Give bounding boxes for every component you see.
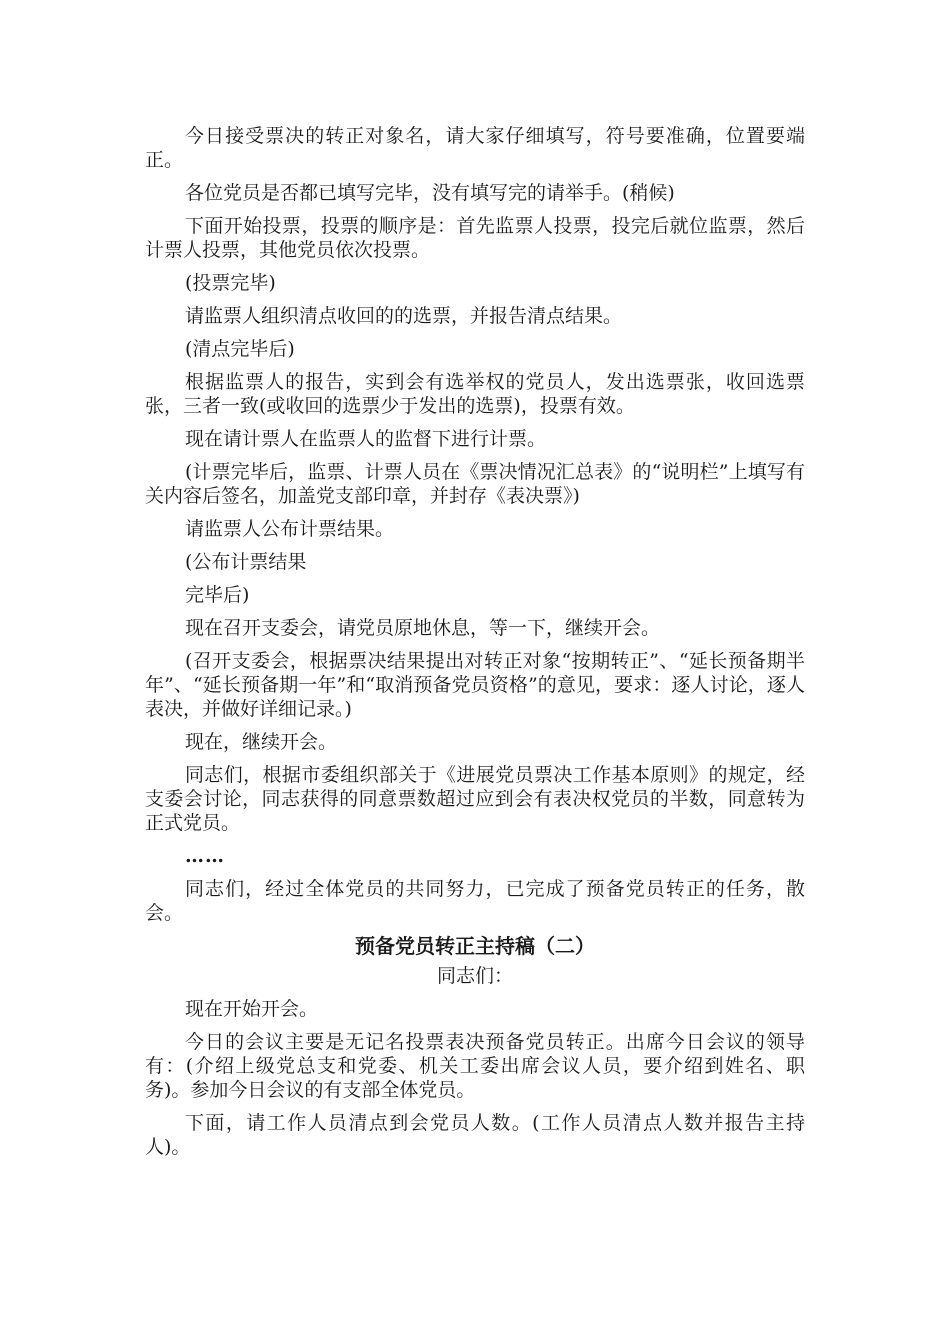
paragraph: (召开支委会，根据票决结果提出对转正对象“按期转正”、“延长预备期半年”、“延长预备期一年”和“取消预备党员资格”的意见，要求：逐人讨论，逐人表决，并做好详细记录。) (145, 650, 805, 720)
ellipsis-line: …… (185, 845, 225, 867)
paragraph: 现在，继续开会。 (185, 731, 338, 753)
document-page (145, 124, 805, 1168)
paragraph: 今日接受票决的转正对象名，请大家仔细填写，符号要准确，位置要端正。 (145, 125, 805, 171)
salutation: 同志们： (436, 965, 513, 987)
paragraph: 下面开始投票，投票的顺序是：首先监票人投票，投完后就位监票，然后计票人投票，其他党员依次投票。 (145, 215, 805, 261)
paragraph: 各位党员是否都已填写完毕，没有填写完的请举手。(稍候) (185, 182, 675, 204)
paragraph: (清点完毕后) (185, 338, 295, 360)
paragraph: (公布计票结果 (185, 551, 307, 573)
paragraph: 同志们，根据市委组织部关于《进展党员票决工作基本原则》的规定，经支委会讨论，同志获得的同意票数超过应到会有表决权党员的半数，同意转为正式党员。 (145, 764, 805, 834)
paragraph: 请监票人公布计票结果。 (185, 518, 395, 540)
paragraph: 根据监票人的报告，实到会有选举权的党员人，发出选票张，收回选票张，三者一致(或收回的选票少于发出的选票)，投票有效。 (145, 371, 805, 417)
section-title: 预备党员转正主持稿（二） (355, 934, 595, 958)
paragraph: 请监票人组织清点收回的的选票，并报告清点结果。 (185, 305, 623, 327)
paragraph: 现在开始开会。 (185, 998, 319, 1020)
paragraph: (计票完毕后，监票、计票人员在《票决情况汇总表》的“说明栏”上填写有关内容后签名，加盖党支部印章，并封存《表决票》) (145, 461, 805, 507)
paragraph: (投票完毕) (185, 272, 276, 294)
paragraph: 今日的会议主要是无记名投票表决预备党员转正。出席今日会议的领导有：(介绍上级党总支和党委、机关工委出席会议人员，要介绍到姓名、职务)。参加今日会议的有支部全体党员。 (145, 1031, 805, 1101)
paragraph: 现在请计票人在监票人的监督下进行计票。 (185, 428, 547, 450)
closing-paragraph: 同志们，经过全体党员的共同努力，已完成了预备党员转正的任务，散会。 (145, 878, 805, 924)
paragraph: 下面，请工作人员清点到会党员人数。(工作人员清点人数并报告主持人)。 (145, 1112, 805, 1158)
paragraph: 现在召开支委会，请党员原地休息，等一下，继续开会。 (185, 617, 661, 639)
paragraph: 完毕后) (185, 584, 250, 606)
